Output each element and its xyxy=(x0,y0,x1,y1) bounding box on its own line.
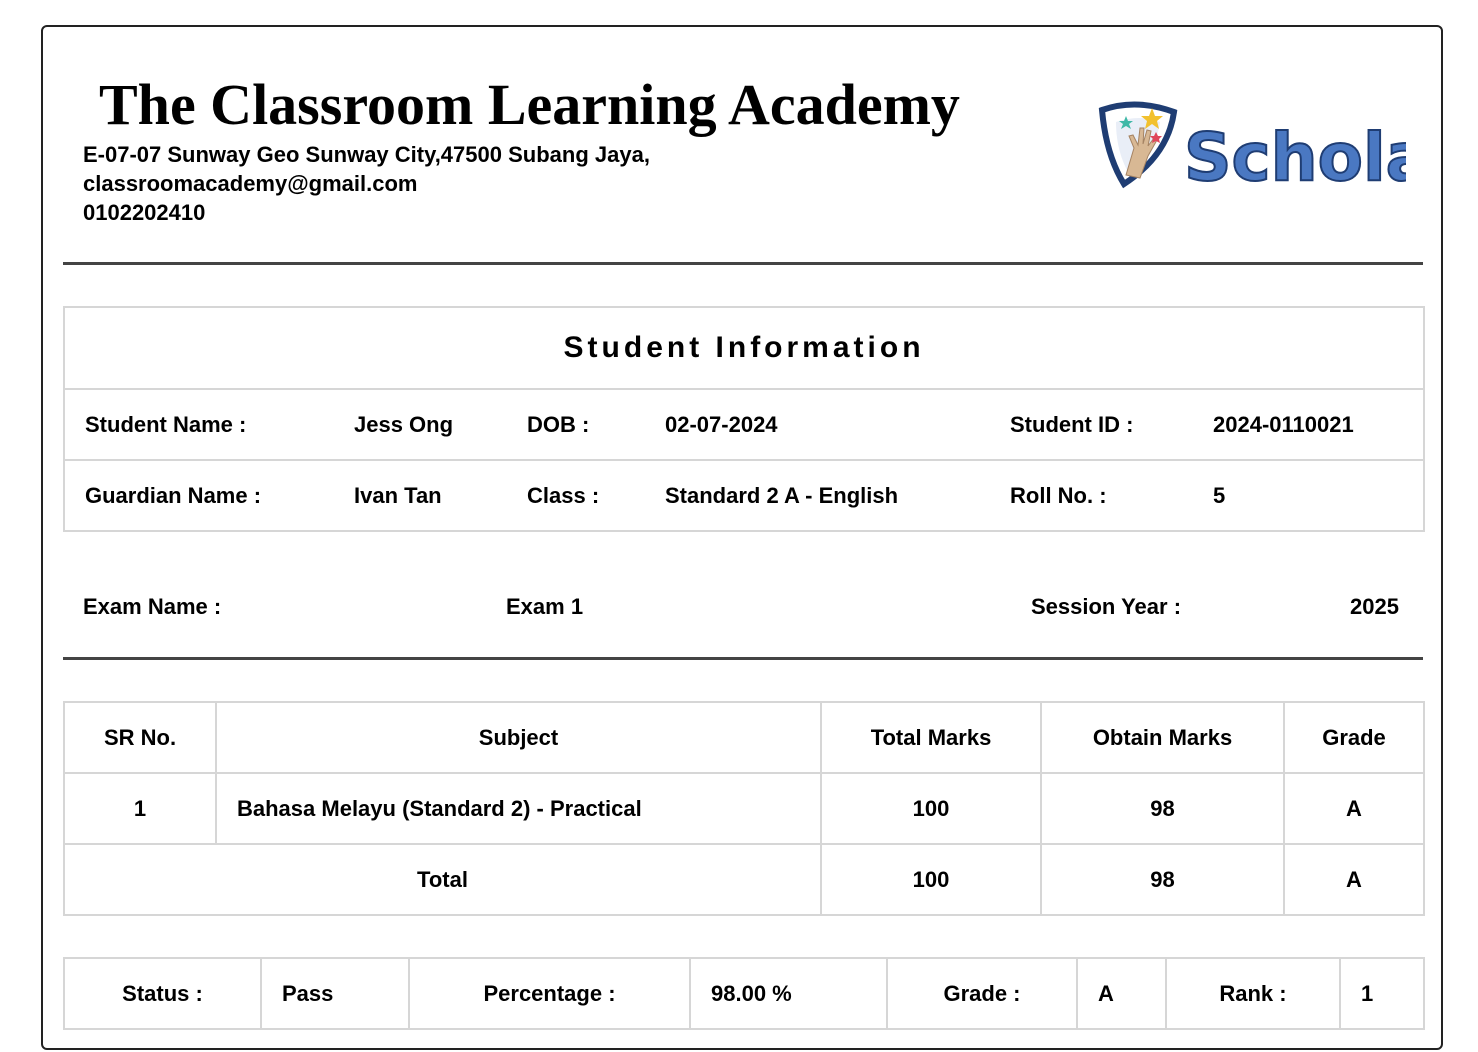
rank-value: 1 xyxy=(1340,958,1424,1029)
subject-cell: Bahasa Melayu (Standard 2) - Practical xyxy=(216,773,821,844)
total-label: Total xyxy=(64,844,821,915)
student-info-table xyxy=(63,306,1425,532)
school-name: The Classroom Learning Academy xyxy=(99,72,960,137)
school-email: classroomacademy@gmail.com xyxy=(83,171,418,196)
status-label: Status : xyxy=(64,958,261,1029)
rank-label: Rank : xyxy=(1166,958,1340,1029)
total-row xyxy=(64,844,1424,915)
col-header-sr-no: SR No. xyxy=(64,702,216,773)
total-grade: A xyxy=(1284,844,1424,915)
col-header-total-marks: Total Marks xyxy=(821,702,1041,773)
school-address: E-07-07 Sunway Geo Sunway City,47500 Subang Jaya, xyxy=(83,142,650,167)
roll-no-label: Roll No. : xyxy=(990,460,1193,531)
student-name-value: Jess Ong xyxy=(334,389,507,460)
exam-name-value: Exam 1 xyxy=(506,594,584,619)
guardian-name-label: Guardian Name : xyxy=(64,460,334,531)
school-phone: 0102202410 xyxy=(83,200,206,225)
status-value: Pass xyxy=(261,958,409,1029)
percentage-value: 98.00 % xyxy=(690,958,887,1029)
table-row xyxy=(64,773,1424,844)
col-header-subject: Subject xyxy=(216,702,821,773)
schola-logo xyxy=(1096,100,1406,195)
student-id-label: Student ID : xyxy=(990,389,1193,460)
percentage-label: Percentage : xyxy=(409,958,690,1029)
marks-header-row xyxy=(64,702,1424,773)
class-value: Standard 2 A - English xyxy=(645,460,990,531)
roll-no-value: 5 xyxy=(1193,460,1424,531)
logo-text: Schola xyxy=(1184,119,1406,195)
dob-value: 02-07-2024 xyxy=(645,389,990,460)
grade-cell: A xyxy=(1284,773,1424,844)
grade-label: Grade : xyxy=(887,958,1077,1029)
class-label: Class : xyxy=(507,460,645,531)
dob-label: DOB : xyxy=(507,389,645,460)
student-name-label: Student Name : xyxy=(64,389,334,460)
col-header-obtain-marks: Obtain Marks xyxy=(1041,702,1284,773)
exam-name-label: Exam Name : xyxy=(83,594,222,619)
hand-stars-shield-icon xyxy=(1096,100,1406,195)
total-obtained-sum: 98 xyxy=(1041,844,1284,915)
marks-table xyxy=(63,701,1425,916)
exam-divider xyxy=(63,657,1423,660)
grade-value: A xyxy=(1077,958,1166,1029)
total-marks-cell: 100 xyxy=(821,773,1041,844)
sr-no-cell: 1 xyxy=(64,773,216,844)
result-summary-table xyxy=(63,957,1425,1030)
session-year-label: Session Year : xyxy=(1031,594,1182,619)
student-info-title: Student Information xyxy=(64,307,1424,389)
obtain-marks-cell: 98 xyxy=(1041,773,1284,844)
guardian-name-value: Ivan Tan xyxy=(334,460,507,531)
total-marks-sum: 100 xyxy=(821,844,1041,915)
col-header-grade: Grade xyxy=(1284,702,1424,773)
header-divider xyxy=(63,262,1423,265)
student-id-value: 2024-0110021 xyxy=(1193,389,1424,460)
session-year-value: 2025 xyxy=(1350,594,1399,619)
